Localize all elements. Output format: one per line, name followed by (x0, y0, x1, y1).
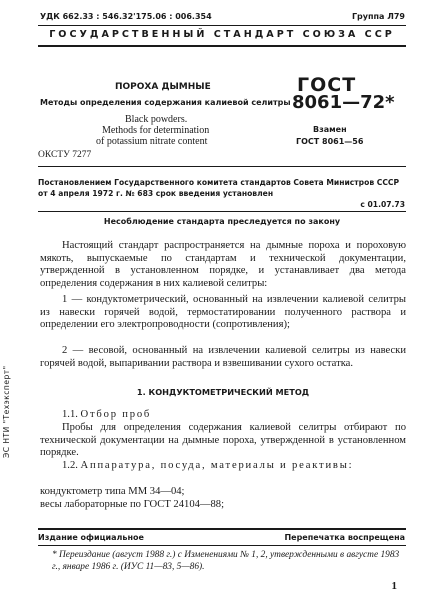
gost-number: 8061—72* (292, 92, 395, 113)
method-1-paragraph: 1 — кондуктометрический, основанный на извлечении калиевой селитры из навески горячей водой, термостатировании полученного раствора и определении его электропроводности (сопротивления); (40, 294, 406, 331)
section-1-2-number: 1.2. (62, 460, 78, 471)
product-title-en: Black powders. (125, 114, 188, 125)
title-block-rule (38, 166, 406, 167)
header-top-rule (38, 25, 406, 26)
decree-line-2: от 4 апреля 1972 г. № 683 срок введения установлен (38, 189, 274, 198)
section-1-2-heading (40, 460, 406, 473)
sampling-paragraph: Пробы для определения содержания калиевой селитры отбирают по технической документации на дымные пороха, утвержденной в установленном порядке. (40, 422, 406, 459)
equipment-item-1: кондуктометр типа ММ 34—04; (40, 486, 185, 497)
section-1-2-title: Аппаратура, посуда, материалы и реактивы: (80, 460, 354, 471)
header-bottom-rule (38, 45, 406, 47)
decree-date: с 01.07.73 (360, 200, 405, 209)
footer-top-rule (38, 528, 406, 530)
equipment-item-2: весы лабораторные по ГОСТ 24104—88; (40, 499, 225, 510)
reprint-note: * Переиздание (август 1988 г.) с Изменениями № 1, 2, утвержденными в августе 1983 г., январе 1986 г. (ИУС 11—83, 5—86). (52, 550, 400, 572)
section-1-1-number: 1.1. (62, 409, 78, 420)
replaces-label: Взамен (313, 125, 347, 134)
product-title-ru: ПОРОХА ДЫМНЫЕ (115, 82, 211, 92)
section-1-heading: 1. КОНДУКТОМЕТРИЧЕСКИЙ МЕТОД (136, 387, 310, 397)
official-edition: Издание официальное (38, 533, 144, 542)
udk-code: УДК 662.33 : 546.32'175.06 : 006.354 (40, 12, 212, 21)
reprint-forbidden: Перепечатка воспрещена (284, 533, 405, 542)
page-number: 1 (391, 580, 397, 592)
replaces-value: ГОСТ 8061—56 (296, 137, 364, 146)
section-1-1-title: Отбор проб (80, 409, 152, 420)
footer-bottom-rule (38, 545, 406, 546)
intro-paragraph: Настоящий стандарт распространяется на дымные пороха и пороховую мякоть, выпускаемые по стандартам и технической документации, утвержденной в установленном порядке, и устанавливает два метода определения содержания в них калиевой селитры: (40, 240, 406, 289)
subtitle-en-2: of potassium nitrate content (96, 136, 208, 147)
gost-label: ГОСТ (297, 74, 357, 96)
decree-line-1: Постановлением Государственного комитета стандартов Совета Министров СССР (38, 178, 400, 187)
section-1-1-heading (62, 409, 151, 420)
decree-rule (38, 211, 406, 212)
subtitle-en-1: Methods for determination (102, 125, 210, 136)
subtitle-ru: Методы определения содержания калиевой селитры (40, 98, 291, 107)
side-stamp: ЭС НТИ "Техэксперт" (2, 365, 11, 458)
group-label: Группа Л79 (351, 12, 405, 21)
method-2-paragraph: 2 — весовой, основанный на извлечении калиевой селитры из навески горячей водой, выпаривании раствора и взвешивании сухого остатка. (40, 345, 406, 369)
okstu-code: ОКСТУ 7277 (38, 150, 92, 160)
state-standard-title: ГОСУДАРСТВЕННЫЙ СТАНДАРТ СОЮЗА ССР (49, 29, 395, 40)
law-warning: Несоблюдение стандарта преследуется по закону (103, 217, 341, 226)
